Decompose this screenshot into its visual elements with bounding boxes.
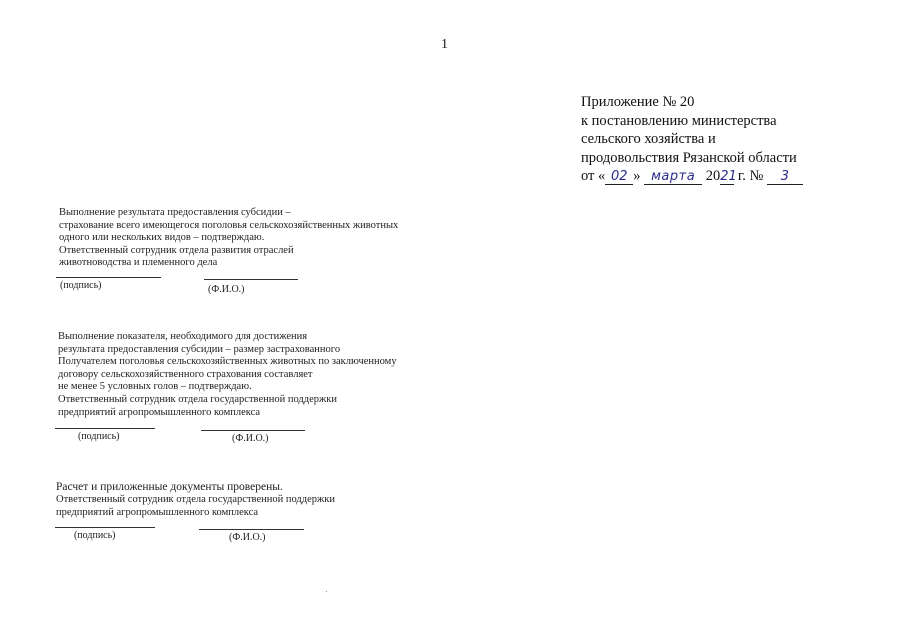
appendix-header [581, 93, 803, 186]
section-1-name-line [204, 279, 298, 280]
date-prefix: от « [581, 168, 606, 184]
appendix-line-4: продовольствия Рязанской области [581, 149, 797, 166]
section-1-signature-line [56, 277, 161, 278]
year-prefix: 20 [705, 168, 721, 184]
section-2-line: Ответственный сотрудник отдела государственной поддержки [58, 393, 337, 405]
section-2-line: не менее 5 условных голов – подтверждаю. [58, 381, 252, 393]
appendix-date-line [581, 167, 803, 186]
section-1-line: Выполнение результата предоставления субсидии – [59, 207, 291, 218]
date-day-handwritten: 02 [605, 169, 633, 185]
page-number: 1 [441, 37, 448, 52]
year-number-label: г. № [737, 168, 764, 184]
section-3-name-label: (Ф.И.О.) [229, 532, 266, 543]
date-month-handwritten: марта [644, 169, 702, 185]
section-1-name-label: (Ф.И.О.) [208, 284, 245, 295]
section-1-text [59, 207, 398, 270]
section-2-line: Выполнение показателя, необходимого для достижения [58, 331, 308, 342]
document-number-handwritten: 3 [767, 169, 803, 185]
section-3-line: Расчет и приложенные документы проверены. [56, 481, 283, 493]
date-separator: » [633, 168, 641, 184]
section-3-signature-label: (подпись) [74, 530, 116, 541]
section-2-signature-label: (подпись) [78, 431, 120, 442]
section-2-signature-line [55, 428, 155, 429]
section-2-line: Получателем поголовья сельскохозяйственных животных по заключенному [58, 356, 397, 368]
section-1-line: животноводства и племенного дела [59, 257, 218, 269]
section-1-line: одного или нескольких видов – подтверждаю. [59, 232, 265, 244]
section-2-name-line [201, 430, 305, 431]
section-3-name-line [199, 529, 304, 530]
year-suffix-handwritten: 21 [720, 169, 737, 184]
scan-speck [326, 591, 327, 592]
section-3-signature-line [55, 527, 155, 528]
section-2-text [58, 331, 397, 419]
section-1-line: страхование всего имеющегося поголовья сельскохозяйственных животных [59, 219, 399, 231]
section-3-text [56, 480, 335, 519]
section-1-signature-label: (подпись) [60, 280, 102, 291]
section-2-line: результата предоставления субсидии – размер застрахованного [58, 343, 341, 355]
appendix-title: Приложение № 20 [581, 94, 695, 110]
appendix-line-3: сельского хозяйства и [581, 131, 716, 147]
section-1-line: Ответственный сотрудник отдела развития отраслей [59, 244, 294, 256]
section-2-name-label: (Ф.И.О.) [232, 433, 269, 444]
section-3-line: предприятий агропромышленного комплекса [56, 506, 259, 518]
appendix-line-2: к постановлению министерства [581, 112, 777, 129]
section-2-line: предприятий агропромышленного комплекса [58, 406, 261, 418]
section-2-line: договору сельскохозяйственного страхования составляет [58, 368, 313, 380]
section-3-line: Ответственный сотрудник отдела государственной поддержки [56, 494, 335, 505]
